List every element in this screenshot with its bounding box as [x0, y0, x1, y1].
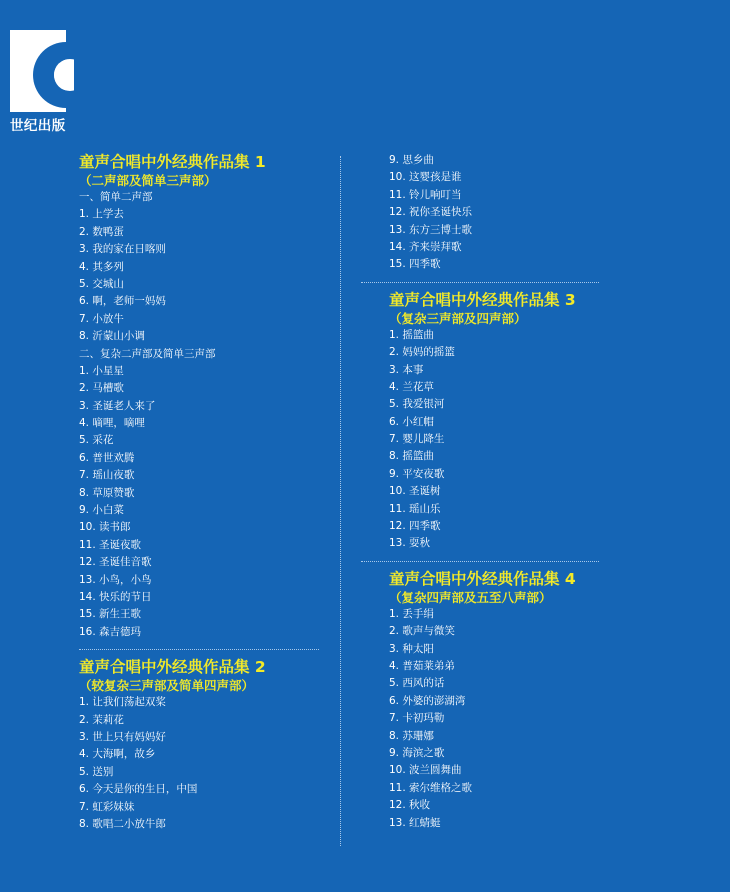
song-item: 11. 铃儿响叮当: [389, 188, 462, 201]
logo-c-icon: [10, 30, 80, 112]
song-item: 9. 海滨之歌: [389, 746, 445, 759]
song-item: 13. 小鸟，小鸟: [79, 573, 152, 586]
song-item: 12. 四季歌: [389, 520, 441, 533]
section-divider: [361, 561, 599, 562]
song-item: 8. 苏珊娜: [389, 729, 434, 742]
song-item: 13. 红蜻蜓: [389, 816, 441, 829]
song-item: 1. 小星星: [79, 364, 124, 377]
collection-4: [389, 569, 609, 832]
song-item: 7. 虹彩妹妹: [79, 800, 135, 813]
song-item: 5. 采花: [79, 434, 114, 447]
song-list: [79, 694, 329, 833]
logo-mark: [10, 30, 80, 112]
song-item: 3. 世上只有妈妈好: [79, 730, 166, 743]
song-item: 6. 啊，老师一妈妈: [79, 295, 166, 308]
song-item: 10. 这婴孩是谁: [389, 171, 462, 184]
song-item: 8. 草原赞歌: [79, 486, 135, 499]
song-item: 9. 小白菜: [79, 504, 124, 517]
song-item: 9. 思乡曲: [389, 154, 434, 166]
collection-title: 童声合唱中外经典作品集 4: [389, 569, 576, 588]
song-list: [79, 206, 329, 345]
song-item: 3. 本事: [389, 363, 424, 376]
collection-subtitle: （复杂四声部及五至八声部）: [389, 589, 552, 605]
collection-subtitle: （二声部及简单三声部）: [79, 173, 217, 188]
song-item: 5. 我爱银河: [389, 398, 445, 411]
collection-2: [79, 657, 329, 833]
song-item: 5. 西风的话: [389, 677, 445, 690]
section-divider: [79, 649, 319, 650]
song-item: 14. 齐来崇拜歌: [389, 240, 462, 253]
collection-subtitle: （较复杂三声部及简单四声部）: [79, 678, 255, 694]
song-item: 10. 圣诞树: [389, 485, 441, 498]
section-divider: [361, 282, 599, 283]
song-item: 2. 茉莉花: [79, 713, 124, 726]
song-item: 15. 四季歌: [389, 258, 441, 271]
song-item: 7. 婴儿降生: [389, 433, 445, 446]
song-item: 6. 小红帽: [389, 415, 434, 428]
collection-title: 童声合唱中外经典作品集 1: [79, 153, 266, 171]
song-item: 4. 兰花草: [389, 380, 434, 393]
song-list: [389, 327, 609, 553]
song-item: 12. 圣诞佳音歌: [79, 556, 152, 569]
group-heading: 一、简单二声部: [79, 191, 153, 203]
song-item: 3. 我的家在日喀则: [79, 243, 166, 256]
song-item: 8. 歌唱二小放牛郎: [79, 817, 166, 830]
song-item: 3. 圣诞老人来了: [79, 399, 156, 412]
song-item: 14. 快乐的节日: [79, 590, 152, 603]
left-column: [79, 152, 329, 833]
song-item: 13. 东方三博士歌: [389, 223, 473, 236]
song-item: 6. 今天是你的生日，中国: [79, 783, 198, 796]
song-item: 1. 丢手绢: [389, 607, 434, 620]
song-item: 7. 小放牛: [79, 312, 124, 325]
song-item: 8. 摇篮曲: [389, 450, 434, 463]
song-item: 4. 其多列: [79, 260, 124, 273]
song-item: 4. 嘀哩，嘀哩: [79, 417, 145, 430]
song-item: 16. 森吉德玛: [79, 625, 142, 638]
song-item: 4. 大海啊，故乡: [79, 748, 156, 761]
publisher-logo: [10, 30, 80, 136]
song-item: 11. 瑶山乐: [389, 502, 441, 515]
song-item: 11. 圣诞夜歌: [79, 538, 142, 551]
song-item: 6. 普世欢腾: [79, 451, 135, 464]
right-column: [389, 152, 609, 832]
song-item: 1. 让我们荡起双桨: [79, 696, 166, 709]
group-heading: 二、复杂二声部及简单三声部: [79, 347, 216, 360]
song-item: 5. 交城山: [79, 277, 124, 290]
song-list: [79, 363, 329, 641]
song-item: 9. 平安夜歌: [389, 467, 445, 480]
song-item: 1. 摇篮曲: [389, 328, 434, 341]
song-item: 2. 妈妈的摇篮: [389, 346, 455, 359]
collection-title: 童声合唱中外经典作品集 3: [389, 290, 576, 309]
song-item: 7. 卡初玛勒: [389, 712, 445, 725]
song-item: 2. 马槽歌: [79, 382, 124, 395]
song-item: 12. 秋收: [389, 799, 431, 812]
song-item: 2. 歌声与微笑: [389, 625, 455, 638]
column-divider: [340, 156, 341, 846]
collection-title: 童声合唱中外经典作品集 2: [79, 658, 266, 677]
song-item: 12. 祝你圣诞快乐: [389, 206, 473, 219]
song-item: 13. 耍秋: [389, 537, 431, 550]
song-item: 5. 送别: [79, 765, 114, 778]
song-list-continued: [389, 152, 609, 274]
collection-subtitle: （复杂三声部及四声部）: [389, 310, 527, 326]
collection-3: [389, 290, 609, 553]
song-item: 6. 外婆的澎湖湾: [389, 694, 466, 707]
song-item: 10. 波兰圆舞曲: [389, 764, 462, 777]
song-item: 7. 瑶山夜歌: [79, 469, 135, 482]
song-item: 10. 读书郎: [79, 521, 131, 534]
collection-1: [79, 152, 329, 641]
logo-text: 世纪出版: [10, 118, 66, 134]
song-item: 1. 上学去: [79, 208, 124, 221]
song-item: 15. 新生王歌: [79, 608, 142, 621]
song-item: 11. 索尔维格之歌: [389, 781, 473, 794]
song-item: 3. 种太阳: [389, 642, 434, 655]
song-list: [389, 606, 609, 832]
song-item: 8. 沂蒙山小调: [79, 330, 145, 343]
song-item: 2. 数鸭蛋: [79, 225, 124, 238]
song-item: 4. 普茹莱弟弟: [389, 659, 455, 672]
